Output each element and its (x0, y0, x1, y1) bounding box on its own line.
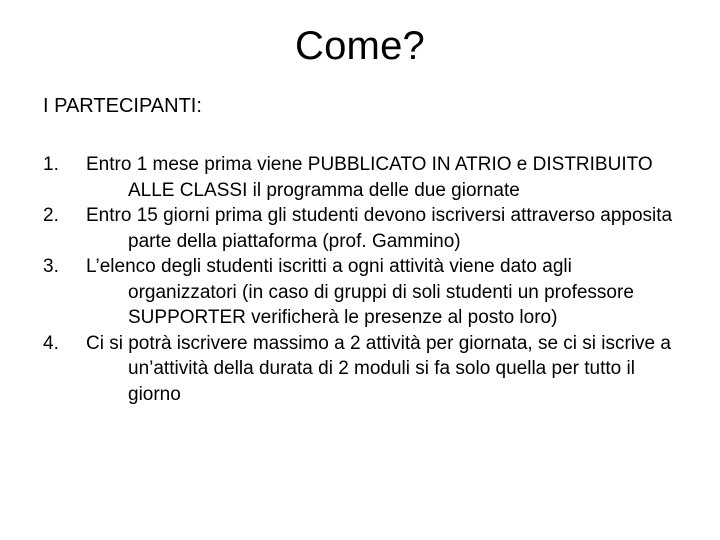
list-item-number: 1. (43, 154, 59, 175)
list-item-number: 3. (43, 256, 59, 277)
list-item-text: L’elenco degli studenti iscritti a ogni attività viene dato agli organizzatori (in caso di gruppi di soli studenti un professore SUPPORTER verificherà le presenze al posto loro) (86, 256, 634, 328)
list-item-number: 4. (43, 332, 59, 354)
list-item-text: Entro 15 giorni prima gli studenti devono iscriversi attraverso apposita parte della piattaforma (prof. Gammino) (86, 205, 673, 252)
list-item-text: Entro 1 mese prima viene PUBBLICATO IN ATRIO e DISTRIBUITO ALLE CLASSI il programma delle due giornate (86, 154, 653, 201)
numbered-list (43, 152, 683, 407)
list-item-number: 2. (43, 205, 59, 226)
list-item (43, 152, 683, 203)
slide-title: Come? (295, 24, 425, 68)
slide-subtitle: I PARTECIPANTI: (43, 95, 202, 117)
list-item-text: Ci si potrà iscrivere massimo a 2 attività per giornata, se ci si iscrive a un’attività della durata di 2 moduli si fa solo quella per tutto il giorno (86, 332, 671, 405)
list-item (43, 254, 683, 331)
list-item (43, 331, 683, 408)
list-item (43, 203, 683, 254)
